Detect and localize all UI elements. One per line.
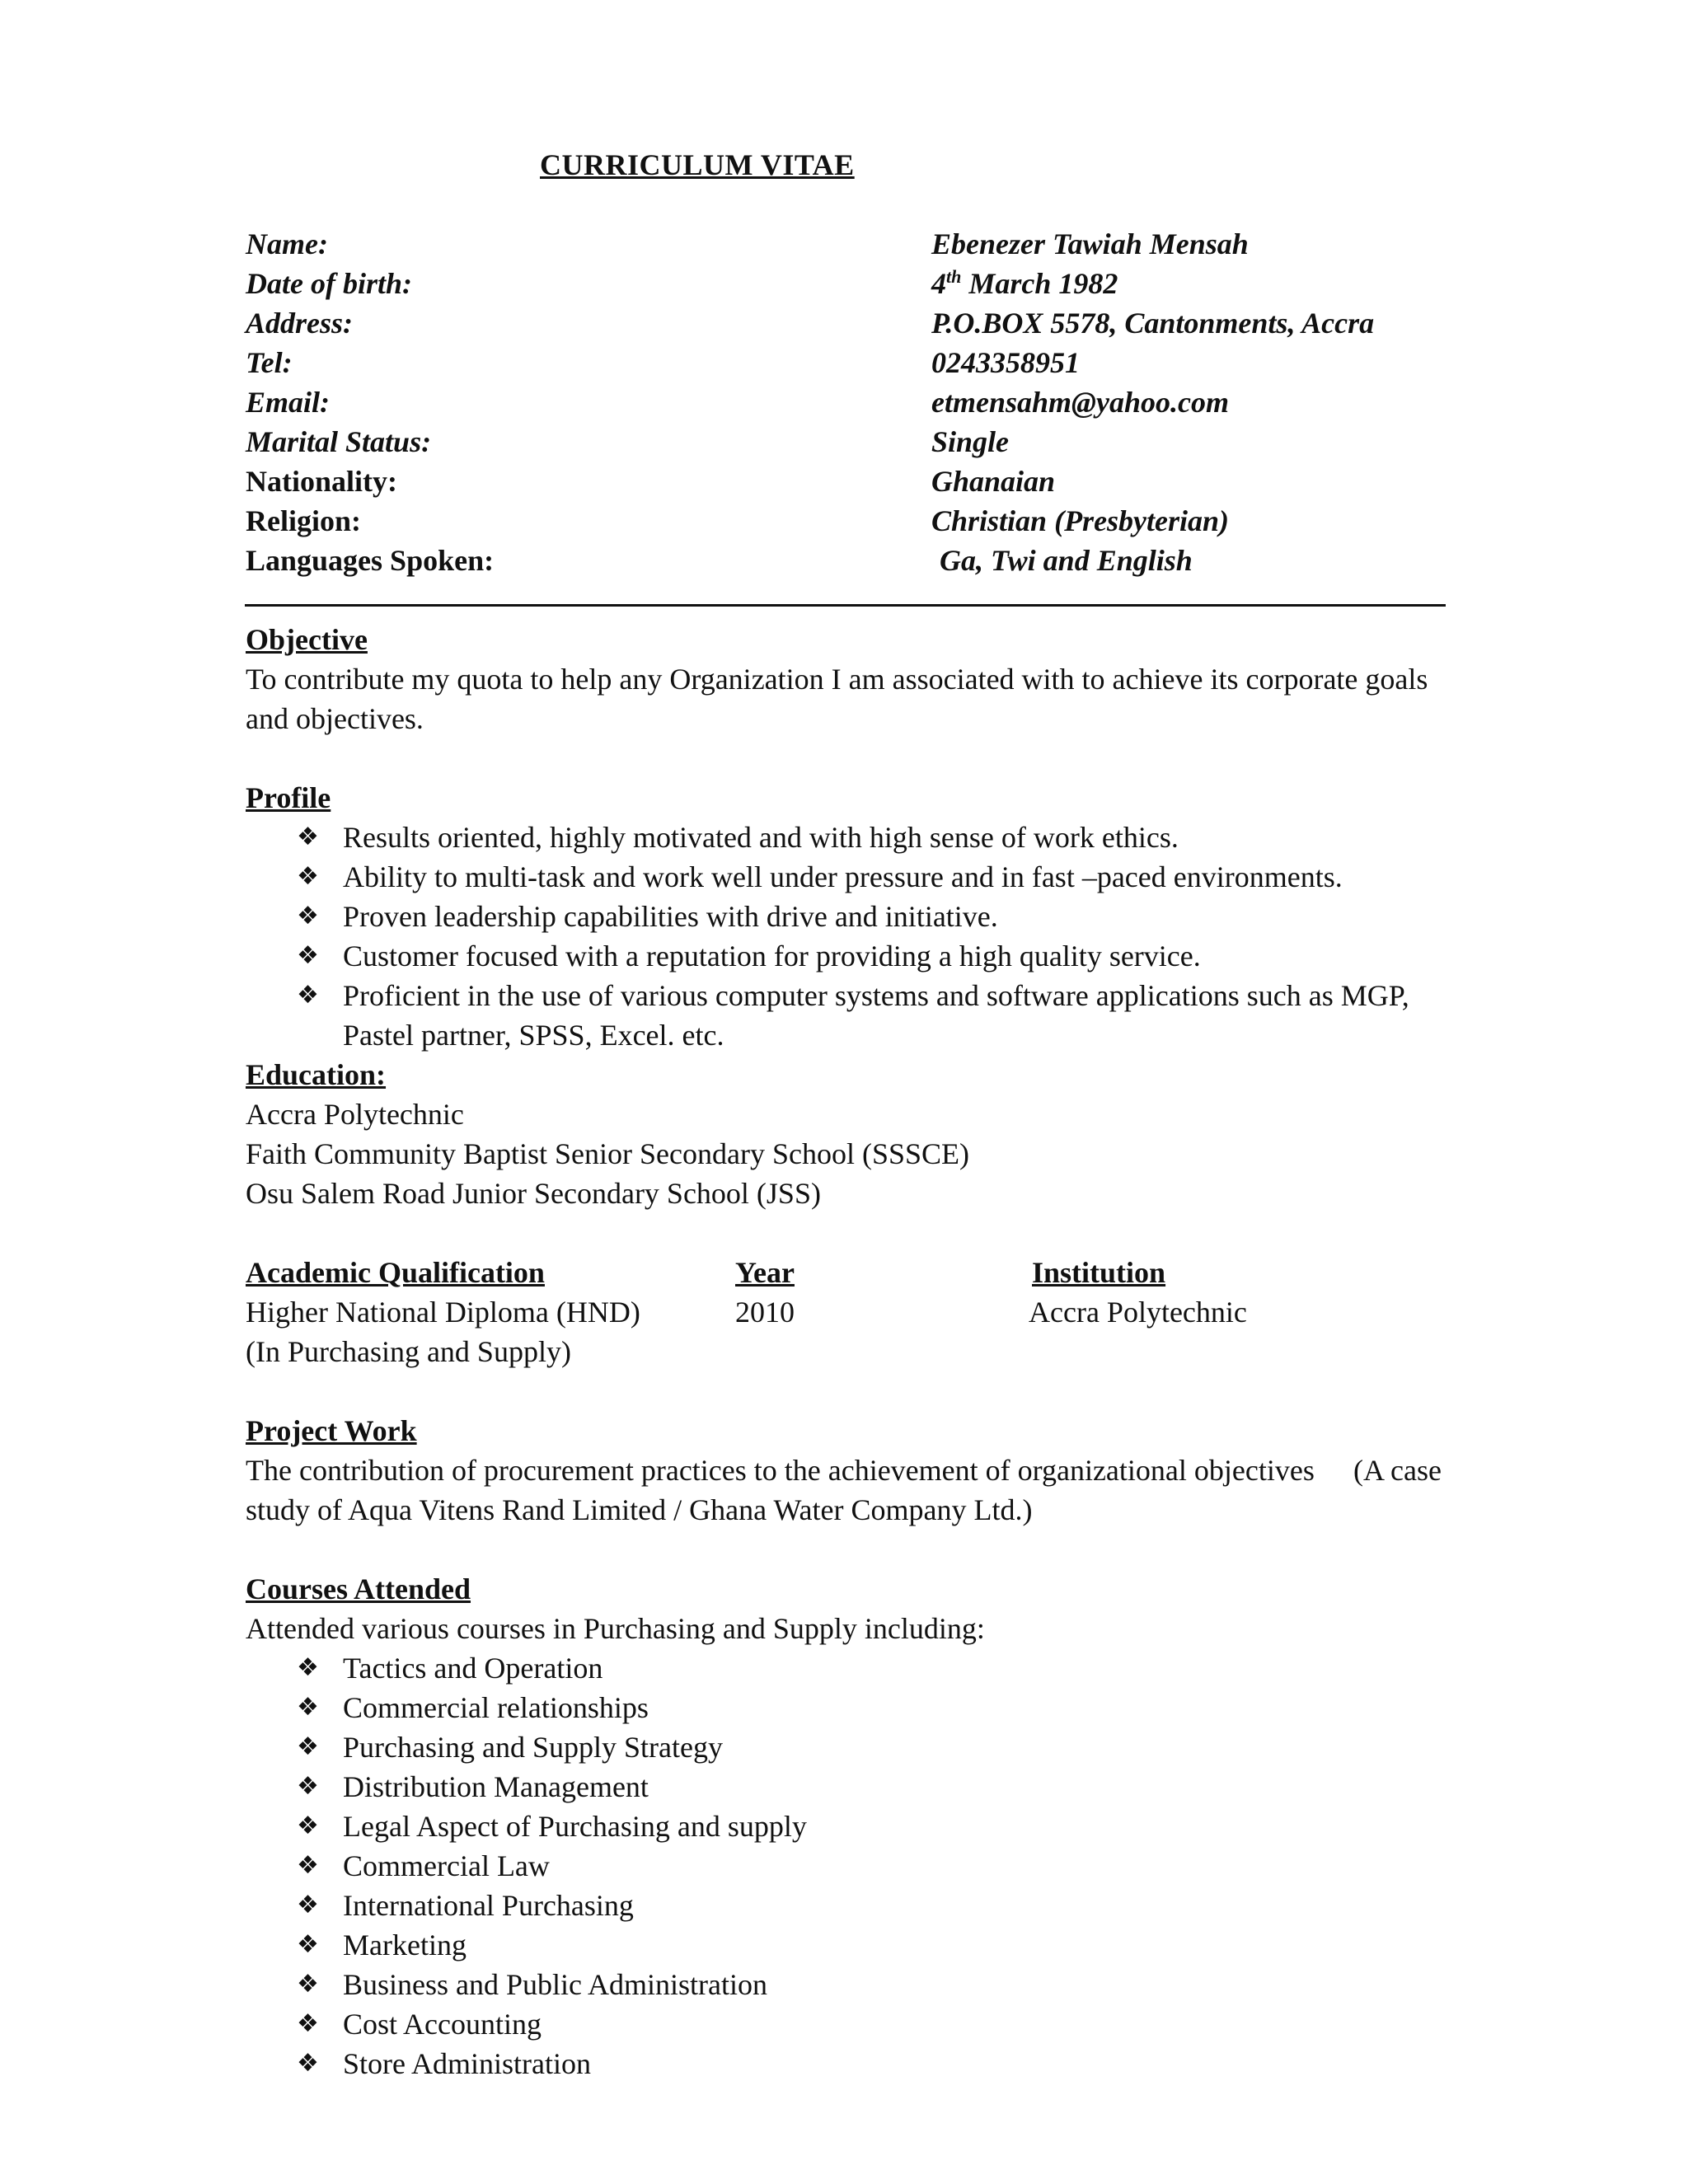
- dob-day-suffix: th: [946, 266, 962, 287]
- personal-info-tel-row: [246, 343, 1449, 382]
- religion-label: Religion:: [246, 504, 361, 537]
- year-column-header: Year: [735, 1256, 795, 1289]
- institution-column-header: Institution: [1032, 1256, 1166, 1289]
- nationality-value: Ghanaian: [931, 465, 1056, 498]
- diamond-bullet-icon: ❖: [297, 2009, 319, 2038]
- courses-heading: Courses Attended: [246, 1572, 471, 1605]
- course-item: ❖ Commercial relationships: [246, 1688, 1449, 1727]
- education-school: Osu Salem Road Junior Secondary School (JSS): [246, 1177, 821, 1210]
- diamond-bullet-icon: ❖: [297, 902, 319, 930]
- diamond-bullet-icon: ❖: [297, 1811, 319, 1840]
- dob-label: Date of birth:: [246, 267, 412, 300]
- education-school: Accra Polytechnic: [246, 1098, 464, 1131]
- profile-heading: Profile: [246, 781, 331, 814]
- marital-status-value: Single: [931, 425, 1010, 458]
- section-divider: [245, 604, 1446, 607]
- marital-status-label: Marital Status:: [246, 425, 432, 458]
- dob-month-year: March 1982: [961, 267, 1118, 300]
- document-title: CURRICULUM VITAE: [540, 148, 855, 181]
- email-label: Email:: [246, 386, 331, 419]
- profile-item: ❖ Customer focused with a reputation for providing a high quality service.: [246, 936, 1449, 976]
- personal-info-religion-row: [246, 501, 1449, 541]
- project-text-line-2: study of Aqua Vitens Rand Limited / Ghana Water Company Ltd.): [246, 1493, 1033, 1526]
- languages-value: Ga, Twi and English: [940, 544, 1193, 577]
- personal-info-nationality-row: [246, 462, 1449, 501]
- objective-text: To contribute my quota to help any Organization I am associated with to achieve its corporate goals and objectives.: [246, 663, 1428, 735]
- qualification-subject: (In Purchasing and Supply): [246, 1335, 571, 1368]
- personal-info-email-row: [246, 382, 1449, 422]
- dob-day: 4: [931, 267, 946, 300]
- personal-info-address-row: [246, 303, 1449, 343]
- profile-item: ❖ Results oriented, highly motivated and with high sense of work ethics.: [246, 818, 1449, 857]
- diamond-bullet-icon: ❖: [297, 1851, 319, 1880]
- dob-value: [931, 264, 1118, 303]
- course-item: ❖ Purchasing and Supply Strategy: [246, 1727, 1449, 1767]
- profile-item: ❖ Ability to multi-task and work well under pressure and in fast –paced environments.: [246, 857, 1449, 897]
- project-text-line-1: The contribution of procurement practices to the achievement of organizational objectives: [246, 1454, 1315, 1487]
- education-school: Faith Community Baptist Senior Secondary School (SSSCE): [246, 1137, 970, 1170]
- diamond-bullet-icon: ❖: [297, 941, 319, 970]
- qualification-column-header: Academic Qualification: [246, 1256, 545, 1289]
- course-item: ❖ Tactics and Operation: [246, 1648, 1449, 1688]
- course-item: ❖ Legal Aspect of Purchasing and supply: [246, 1807, 1449, 1846]
- personal-info-dob-row: [246, 264, 1449, 303]
- project-text-line-1-tail: (A case: [1353, 1454, 1442, 1487]
- diamond-bullet-icon: ❖: [297, 1732, 319, 1761]
- diamond-bullet-icon: ❖: [297, 2049, 319, 2078]
- personal-info-languages-row: [246, 541, 1449, 580]
- course-item: ❖ Cost Accounting: [246, 2004, 1449, 2044]
- name-label: Name:: [246, 227, 328, 260]
- diamond-bullet-icon: ❖: [297, 1772, 319, 1801]
- diamond-bullet-icon: ❖: [297, 862, 319, 891]
- languages-label: Languages Spoken:: [246, 544, 495, 577]
- tel-label: Tel:: [246, 346, 293, 379]
- profile-list: [246, 818, 1449, 1055]
- nationality-label: Nationality:: [246, 465, 397, 498]
- diamond-bullet-icon: ❖: [297, 1653, 319, 1682]
- diamond-bullet-icon: ❖: [297, 1693, 319, 1722]
- qualification-year: 2010: [735, 1296, 795, 1329]
- course-item: ❖ Business and Public Administration: [246, 1965, 1449, 2004]
- objective-heading: Objective: [246, 623, 368, 656]
- profile-item: ❖ Proven leadership capabilities with drive and initiative.: [246, 897, 1449, 936]
- profile-item: ❖ Proficient in the use of various computer systems and software applications such as MGP, Pastel partner, SPSS, Excel. etc.: [246, 976, 1449, 1055]
- email-value: etmensahm@yahoo.com: [931, 386, 1229, 419]
- course-item: ❖ Commercial Law: [246, 1846, 1449, 1886]
- course-item: ❖ Marketing: [246, 1925, 1449, 1965]
- personal-info-name-row: [246, 224, 1449, 264]
- course-item: ❖ International Purchasing: [246, 1886, 1449, 1925]
- name-value: Ebenezer Tawiah Mensah: [931, 227, 1249, 260]
- education-heading: Education:: [246, 1058, 387, 1091]
- project-heading: Project Work: [246, 1414, 417, 1447]
- religion-value: Christian (Presbyterian): [931, 504, 1230, 537]
- diamond-bullet-icon: ❖: [297, 981, 319, 1010]
- diamond-bullet-icon: ❖: [297, 823, 319, 851]
- course-item: ❖ Store Administration: [246, 2044, 1449, 2083]
- tel-value: 0243358951: [931, 346, 1080, 379]
- diamond-bullet-icon: ❖: [297, 1970, 319, 1999]
- address-label: Address:: [246, 307, 354, 340]
- diamond-bullet-icon: ❖: [297, 1891, 319, 1919]
- qualification-institution: Accra Polytechnic: [1029, 1296, 1247, 1329]
- course-item: ❖ Distribution Management: [246, 1767, 1449, 1807]
- diamond-bullet-icon: ❖: [297, 1930, 319, 1959]
- qualification-name: Higher National Diploma (HND): [246, 1296, 640, 1329]
- address-value: P.O.BOX 5578, Cantonments, Accra: [931, 307, 1375, 340]
- courses-intro: Attended various courses in Purchasing and Supply including:: [246, 1612, 985, 1645]
- courses-list: [246, 1648, 1449, 2083]
- personal-info-marital-row: [246, 422, 1449, 462]
